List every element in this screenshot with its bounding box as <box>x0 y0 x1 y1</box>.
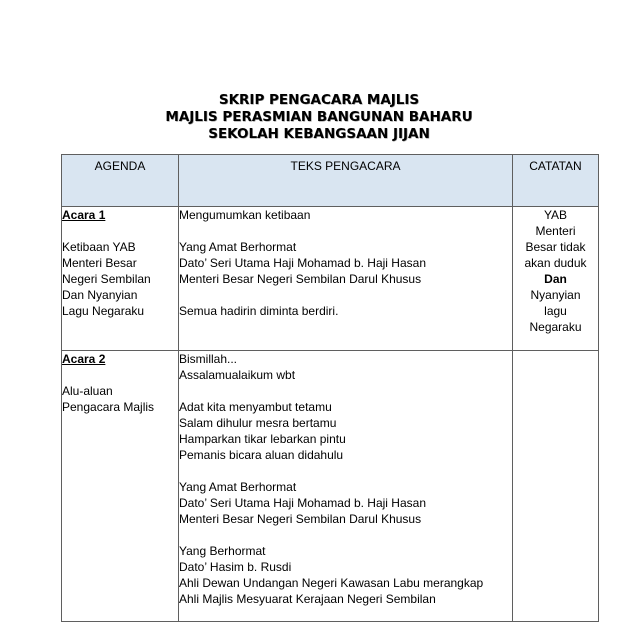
teks-line: Bismillah... <box>179 352 238 366</box>
title-line-3: SEKOLAH KEBANGSAAN JIJAN <box>208 126 430 142</box>
agenda-line: Lagu Negaraku <box>62 304 145 318</box>
agenda-line: Alu-aluan <box>62 384 113 398</box>
agenda-line: Ketibaan YAB <box>62 240 136 254</box>
header-teks: TEKS PENGACARA <box>179 155 513 207</box>
agenda-line: Negeri Sembilan <box>62 272 151 286</box>
teks-line: Hamparkan tikar lebarkan pintu <box>179 432 346 446</box>
catatan-line: Menteri <box>535 224 576 238</box>
teks-line: Ahli Majlis Mesyuarat Kerajaan Negeri Sembilan <box>179 592 436 606</box>
teks-line: Salam dihulur mesra bertamu <box>179 416 337 430</box>
catatan-line: Dan <box>544 272 567 286</box>
catatan-cell <box>513 207 599 351</box>
teks-line: Assalamualaikum wbt <box>179 368 296 382</box>
title-line-2: MAJLIS PERASMIAN BANGUNAN BAHARU <box>165 109 473 125</box>
header-agenda: AGENDA <box>62 155 179 207</box>
header-row <box>62 155 599 207</box>
catatan-line: Besar tidak <box>525 240 586 254</box>
agenda-line: Pengacara Majlis <box>62 400 155 414</box>
teks-line: Menteri Besar Negeri Sembilan Darul Khusus <box>179 272 422 286</box>
teks-line: Menteri Besar Negeri Sembilan Darul Khusus <box>179 512 422 526</box>
catatan-line: akan duduk <box>524 256 587 270</box>
teks-line: Yang Berhormat <box>179 544 266 558</box>
teks-line: Dato’ Hasim b. Rusdi <box>179 560 292 574</box>
catatan-line: Negaraku <box>529 320 582 334</box>
document-title <box>0 92 638 143</box>
teks-cell <box>179 207 513 351</box>
teks-line: Yang Amat Berhormat <box>179 480 297 494</box>
script-table <box>61 154 599 622</box>
teks-line: Ahli Dewan Undangan Negeri Kawasan Labu merangkap <box>179 576 484 590</box>
teks-line: Mengumumkan ketibaan <box>179 208 311 222</box>
agenda-line: Dan Nyanyian <box>62 288 138 302</box>
teks-line: Dato’ Seri Utama Haji Mohamad b. Haji Hasan <box>179 256 426 270</box>
teks-line: Yang Amat Berhormat <box>179 240 297 254</box>
acara-label: Acara 1 <box>62 208 106 222</box>
acara-label: Acara 2 <box>62 352 106 366</box>
teks-line: Adat kita menyambut tetamu <box>179 400 332 414</box>
agenda-cell <box>62 207 179 351</box>
agenda-cell <box>62 351 179 622</box>
title-line-1: SKRIP PENGACARA MAJLIS <box>218 92 420 108</box>
table-row <box>62 207 599 351</box>
catatan-line: YAB <box>543 208 568 222</box>
catatan-cell <box>513 351 599 622</box>
agenda-line: Menteri Besar <box>62 256 137 270</box>
table-row <box>62 351 599 622</box>
catatan-line: Nyanyian <box>530 288 581 302</box>
teks-line: Pemanis bicara aluan didahulu <box>179 448 344 462</box>
catatan-line: lagu <box>544 304 567 318</box>
header-catatan: CATATAN <box>513 155 599 207</box>
teks-line: Semua hadirin diminta berdiri. <box>179 304 339 318</box>
teks-line: Dato’ Seri Utama Haji Mohamad b. Haji Hasan <box>179 496 426 510</box>
teks-cell <box>179 351 513 622</box>
